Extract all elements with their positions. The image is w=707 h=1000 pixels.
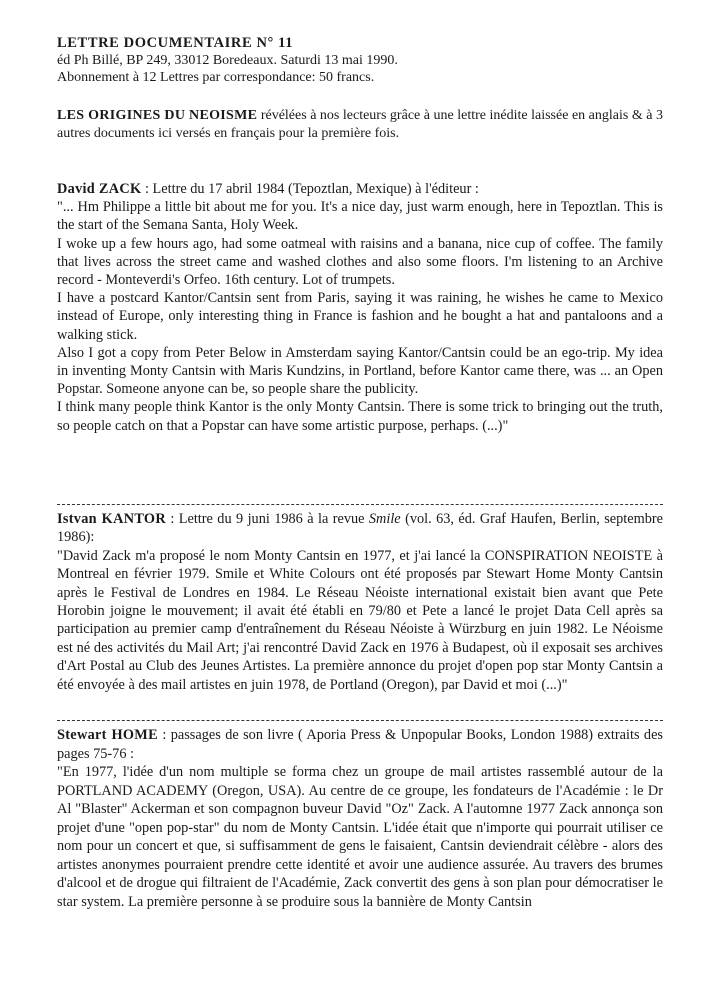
intro-section (57, 107, 663, 143)
kantor-section (57, 501, 663, 694)
publisher-line: éd Ph Billé, BP 249, 33012 Boredeaux. Saturdi 13 mai 1990. (57, 53, 398, 68)
letter-header (57, 34, 663, 86)
zack-meta: : Lettre du 17 abril 1984 (Tepoztlan, Mexique) à l'éditeur : (141, 181, 479, 197)
zack-paragraph: "... Hm Philippe a little bit about me for you. It's a nice day, just warm enough, here in Tepoztlan. This is the start of the Semana Santa, Holy Week. (57, 199, 663, 234)
zack-name: David ZACK (57, 181, 142, 197)
zack-paragraph: I have a postcard Kantor/Cantsin sent from Paris, saying it was raining, he wishes he came to Mexico instead of Europe, only interesting thing in France is fashion and he bought a hat and pantaloons and a walking stick. (57, 290, 663, 343)
kantor-name: Istvan KANTOR (57, 511, 166, 527)
home-section (57, 717, 663, 911)
intro-paragraph (57, 107, 663, 143)
home-quote: "En 1977, l'idée d'un nom multiple se forma chez un groupe de mail artistes rassemblé autour de la PORTLAND ACADEMY (Oregon, USA). Au centre de ce groupe, les fondateurs de l'Académie : le Dr Al "Blaster" Ackerman et son compagnon buveur David "Oz" Zack. A l'automne 1977 Zack annonça son projet d'une "open pop-star" du nom de Monty Cantsin. L'idée était que n'importe qui pourrait utiliser ce nom pour un concert et que, si suffisamment de gens le faisaient, Cantsin deviendrait célèbre - alors des artistes anonymes pourraient prendre cette identité et avoir une audience assurée. Au travers des brumes d'alcool et de drogue qui filtraient de l'Académie, Zack convertit des gens à son plan pour démocratiser le star system. La première personne à se produire sous la bannière de Monty Cantsin (57, 764, 663, 910)
section-divider (57, 720, 663, 721)
zack-paragraph: Also I got a copy from Peter Below in Amsterdam saying Kantor/Cantsin could be an ego-trip. My idea in inventing Monty Cantsin with Maris Kundzins, in Portland, before Kantor came there, was ... an Open Popstar. Someone anyone can be, so people share the publicity. (57, 344, 663, 398)
document-page (57, 34, 663, 910)
home-meta: : passages de son livre ( Aporia Press & Unpopular Books, London 1988) extraits des pages 75-76 : (57, 727, 663, 762)
kantor-meta-italic: Smile (368, 511, 401, 527)
home-heading-line (57, 726, 663, 763)
section-divider (57, 504, 663, 505)
zack-section (57, 180, 663, 435)
kantor-heading-line (57, 510, 663, 547)
subscription-line: Abonnement à 12 Lettres par correspondance: 50 francs. (57, 70, 375, 85)
zack-paragraph: I woke up a few hours ago, had some oatmeal with raisins and a banana, nice cup of coffee. The family that lives across the street came and washed clothes and also some floors. I'm listening to an Archive record - Monteverdi's Orfeo. 16th century. Lot of trumpets. (57, 235, 663, 289)
document-title: LETTRE DOCUMENTAIRE N° 11 (57, 35, 294, 51)
kantor-meta-before: : Lettre du 9 juni 1986 à la revue (165, 511, 369, 527)
kantor-quote: "David Zack m'a proposé le nom Monty Cantsin en 1977, et j'ai lancé la CONSPIRATION NEOISTE à Montreal en février 1979. Smile et White Colours ont été proposés par Stewart Home Monty Cantsin après le Festival de Londres en 1984. Le Réseau Néoiste international existait bien avant que Pete Horobin joigne le mouvement; il avait été établi en 79/80 et Pete a lancé le projet Data Cell après sa participation au premier camp d'entraînement du Réseau Néoiste à Würzburg en juin 1982. Le Néoisme est né des activités du Mail Art; j'ai rencontré David Zack en 1976 à Budapest, où il exposait ses archives d'Art Postal au Club des Jeunes Artistes. La première annonce du projet d'open pop star Monty Cantsin a été envoyée à des mail artistes en juin 1978, de Portland (Oregon), par David et moi (...)" (57, 547, 663, 693)
intro-text: révélées à nos lecteurs grâce à une lettre inédite laissée en anglais & à 3 autres documents ici versés en français pour la première fois. (57, 108, 663, 142)
zack-heading-line (57, 180, 663, 198)
zack-paragraph: I think many people think Kantor is the only Monty Cantsin. There is some trick to bringing out the truth, so people catch on that a Popstar can have some artistic purpose, perhaps. (...)" (57, 399, 663, 434)
intro-heading: LES ORIGINES DU NEOISME (57, 108, 258, 123)
kantor-meta-after: (vol. 63, éd. Graf Haufen, Berlin, septembre 1986): (57, 511, 663, 546)
home-name: Stewart HOME (57, 727, 158, 743)
